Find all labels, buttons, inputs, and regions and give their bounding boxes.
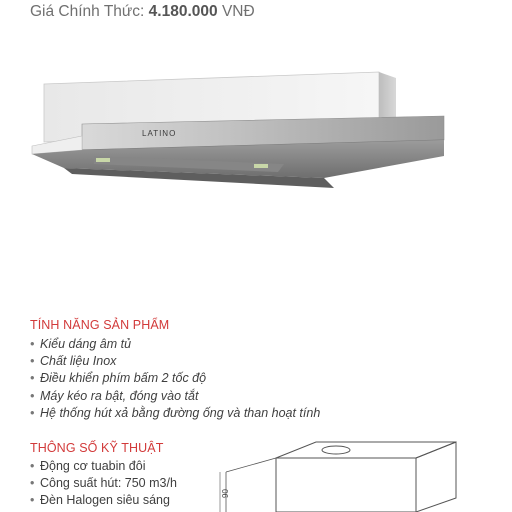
price-value: 4.180.000 bbox=[148, 3, 218, 20]
features-list bbox=[30, 336, 320, 422]
range-hood-image bbox=[24, 52, 464, 212]
list-item: • Đèn Halogen siêu sáng bbox=[30, 493, 170, 508]
price-currency: VNĐ bbox=[221, 3, 255, 20]
dimension-diagram bbox=[216, 438, 476, 512]
brand-logo: LATINO bbox=[142, 129, 177, 138]
dimension-label: 90 bbox=[221, 489, 230, 498]
list-item: • Máy kéo ra bật, đóng vào tắt bbox=[30, 388, 199, 403]
features-title: TÍNH NĂNG SẢN PHẨM bbox=[30, 318, 170, 332]
list-item: • Động cơ tuabin đôi bbox=[30, 459, 146, 473]
list-item: • Điều khiển phím bấm 2 tốc độ bbox=[30, 371, 207, 386]
specs-title: THÔNG SỐ KỸ THUẬT bbox=[30, 441, 164, 455]
list-item: • Chất liệu Inox bbox=[30, 354, 117, 369]
list-item: • Công suất hút: 750 m3/h bbox=[30, 476, 177, 491]
list-item: • Kiểu dáng âm tủ bbox=[30, 337, 132, 351]
list-item: • Hệ thống hút xả bằng đường ống và than hoạt tính bbox=[30, 405, 321, 420]
specs-list bbox=[30, 458, 177, 510]
price-line bbox=[30, 3, 255, 21]
price-label: Giá Chính Thức: bbox=[30, 3, 145, 20]
